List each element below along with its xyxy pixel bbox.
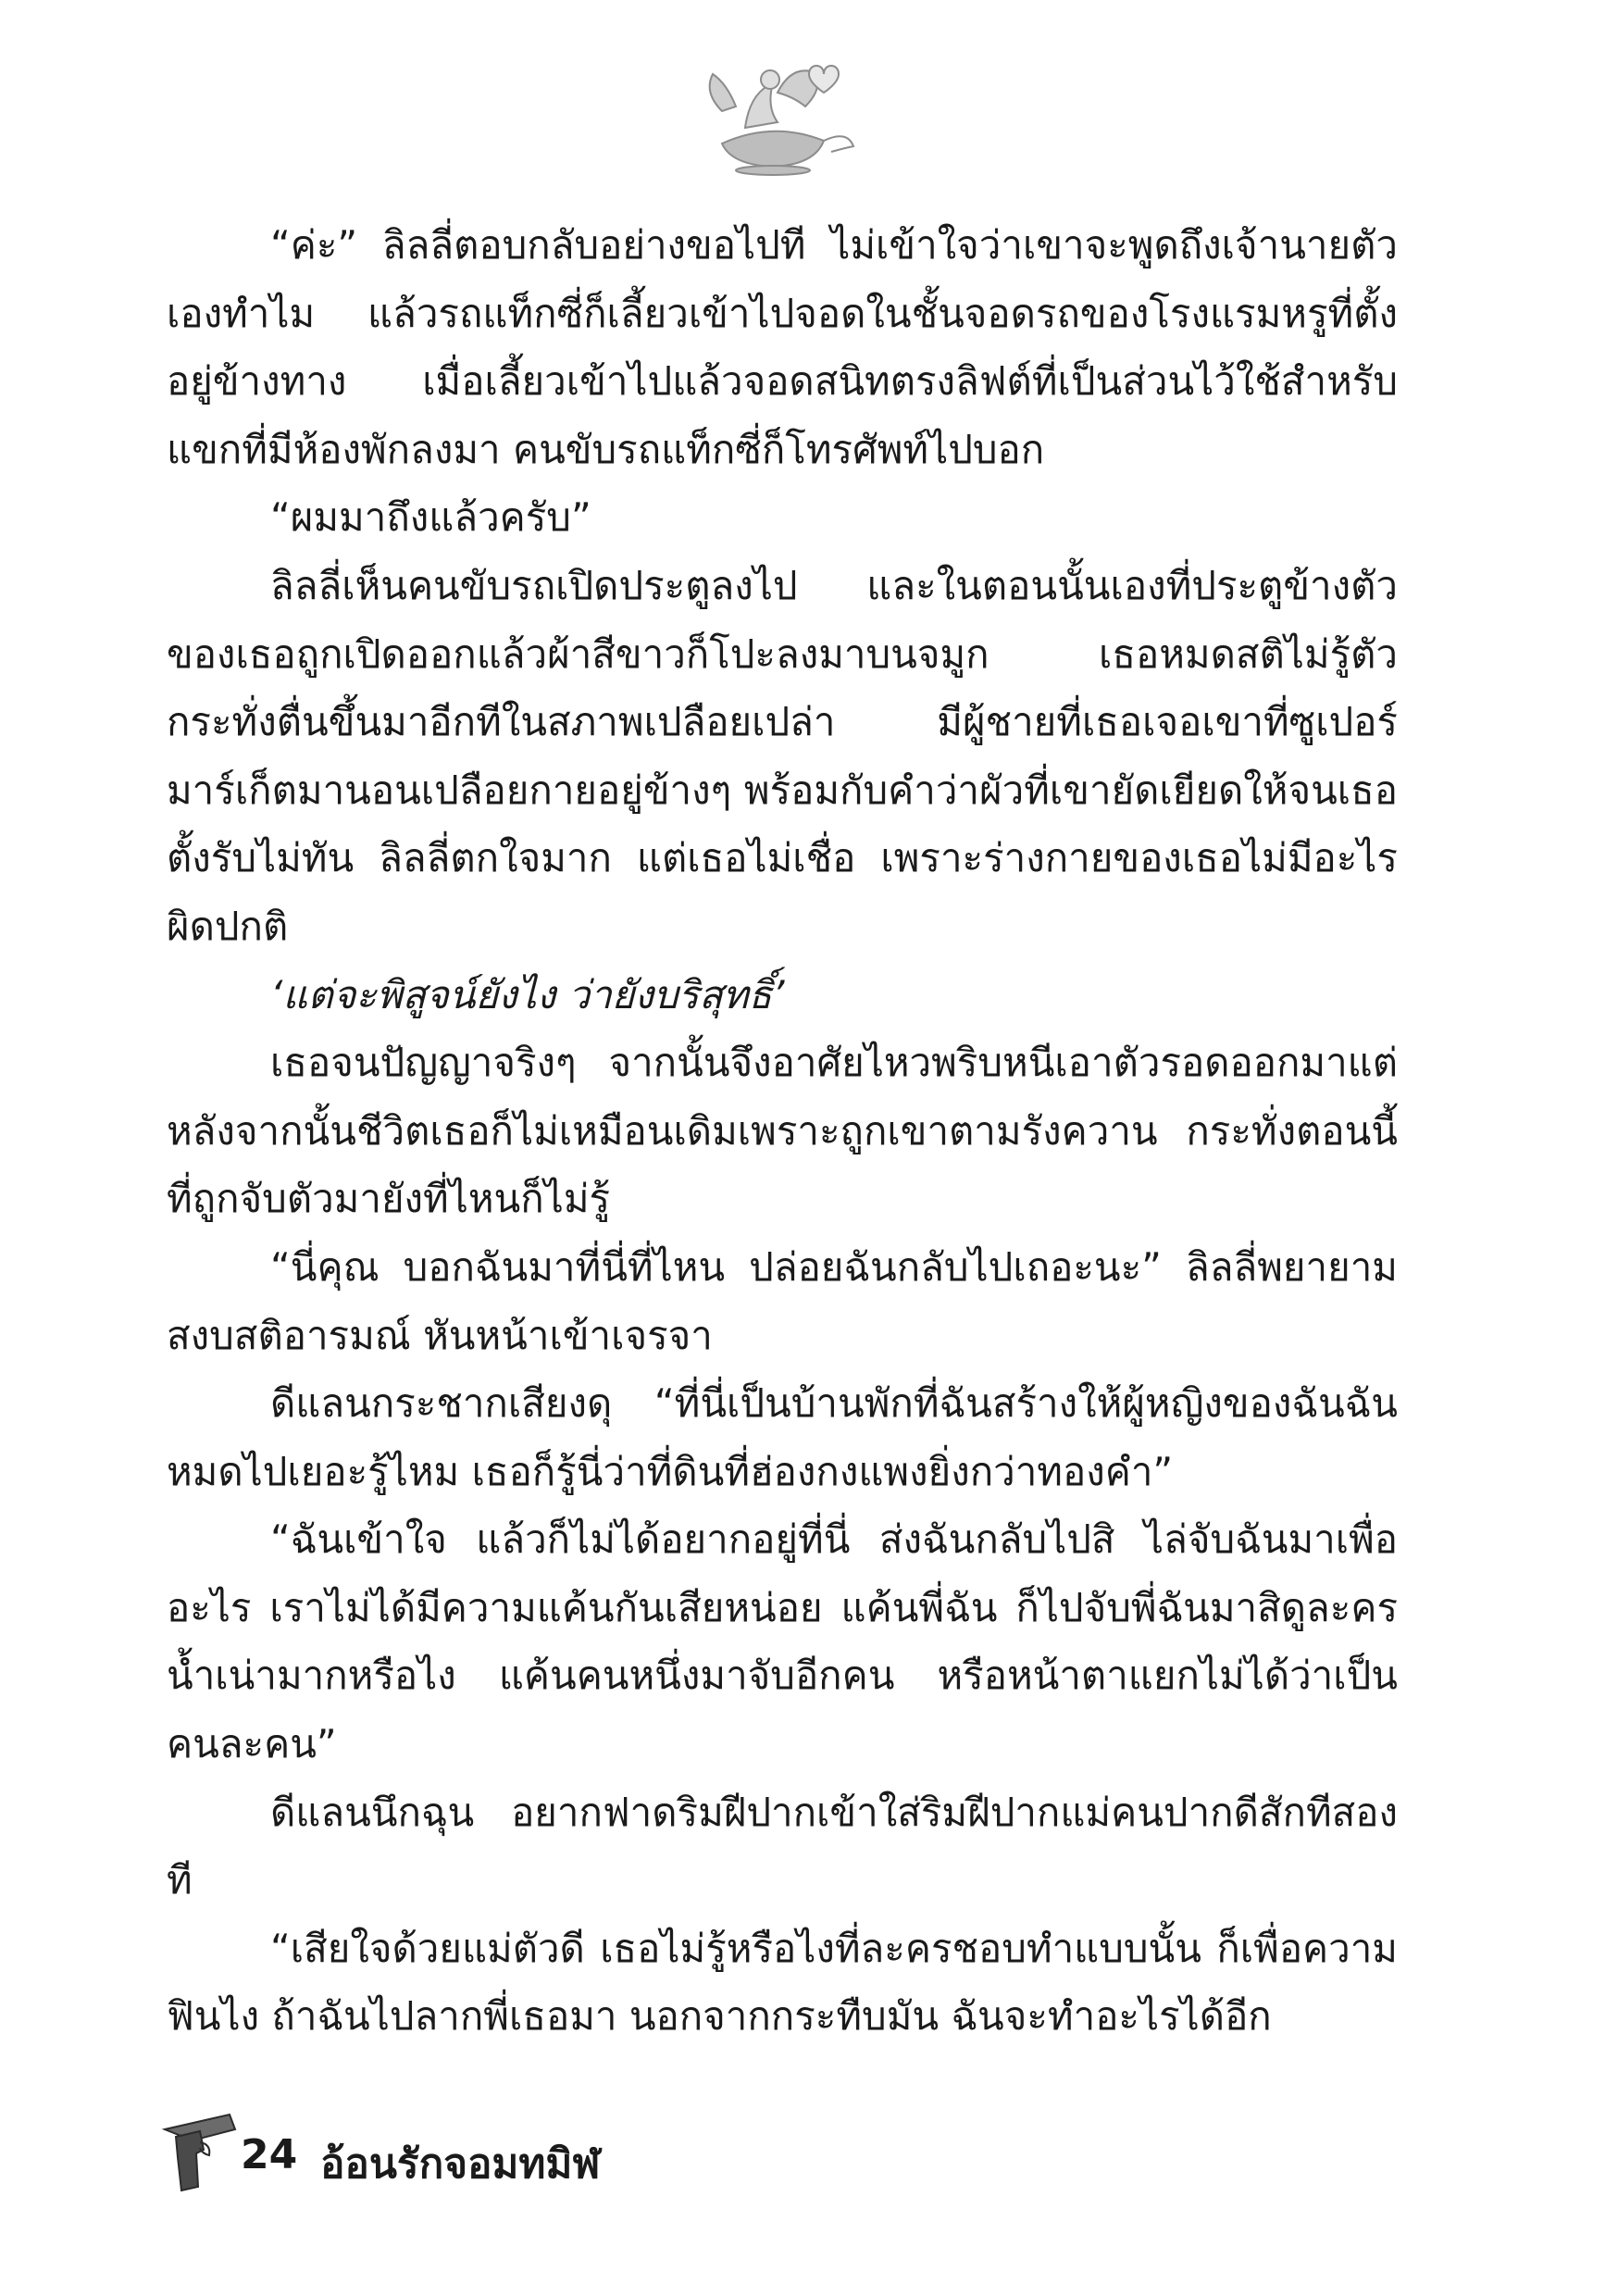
- paragraph: ลิลลี่เห็นคนขับรถเปิดประตูลงไป และในตอนนั้นเองที่ประตูข้างตัวของเธอถูกเปิดออกแล้วผ้าสีขาวก็โปะลงมาบนจมูก เธอหมดสติไม่รู้ตัวกระทั่งตื่นขึ้นมาอีกทีในสภาพเปลือยเปล่า มีผู้ชายที่เธอเจอเขาที่ซูเปอร์มาร์เก็ตมานอนเปลือยกายอยู่ข้างๆ พร้อมกับคำว่าผัวที่เขายัดเยียดให้จนเธอตั้งรับไม่ทัน ลิลลี่ตกใจมาก แต่เธอไม่เชื่อ เพราะร่างกายของเธอไม่มีอะไรผิดปกติ: [167, 562, 1398, 949]
- paragraph: “ผมมาถึงแล้วครับ”: [270, 494, 591, 541]
- body-text: [167, 211, 1398, 2051]
- paragraph: เธอจนปัญญาจริงๆ จากนั้นจึงอาศัยไหวพริบหนีเอาตัวรอดออกมาแต่หลังจากนั้นชีวิตเธอก็ไม่เหมือนเดิมเพราะถูกเขาตามรังควาน กระทั่งตอนนี้ที่ถูกจับตัวมายังที่ไหนก็ไม่รู้: [167, 1040, 1398, 1222]
- page-footer: [156, 2102, 896, 2194]
- paragraph: “เสียใจด้วยแม่ตัวดี เธอไม่รู้หรือไงที่ละครชอบทำแบบนั้น ก็เพื่อความฟินไง ถ้าฉันไปลากพี่เธอมา นอกจากกระทืบมัน ฉันจะทำอะไรได้อีก: [167, 1925, 1398, 2040]
- cupid-teapot-ornament-icon: [685, 56, 861, 176]
- paragraph: ดีแลนกระชากเสียงดุ “ที่นี่เป็นบ้านพักที่ฉันสร้างให้ผู้หญิงของฉันฉันหมดไปเยอะรู้ไหม เธอก็รู้นี่ว่าที่ดินที่ฮ่องกงแพงยิ่งกว่าทองคำ”: [167, 1380, 1398, 1494]
- page-number: 24: [241, 2131, 298, 2178]
- pistol-icon: [156, 2102, 243, 2194]
- book-title: อ้อนรักจอมทมิฬ: [320, 2140, 601, 2188]
- paragraph: “ฉันเข้าใจ แล้วก็ไม่ได้อยากอยู่ที่นี่ ส่งฉันกลับไปสิ ไล่จับฉันมาเพื่ออะไร เราไม่ได้มีความแค้นกันเสียหน่อย แค้นพี่ฉัน ก็ไปจับพี่ฉันมาสิดูละครน้ำเน่ามากหรือไง แค้นคนหนึ่งมาจับอีกคน หรือหน้าตาแยกไม่ได้ว่าเป็นคนละคน”: [167, 1516, 1398, 1767]
- paragraph: “นี่คุณ บอกฉันมาที่นี่ที่ไหน ปล่อยฉันกลับไปเถอะนะ” ลิลลี่พยายามสงบสติอารมณ์ หันหน้าเข้าเจรจา: [167, 1243, 1398, 1358]
- paragraph: “ค่ะ” ลิลลี่ตอบกลับอย่างขอไปที ไม่เข้าใจว่าเขาจะพูดถึงเจ้านายตัวเองทำไม แล้วรถแท็กซี่ก็เลี้ยวเข้าไปจอดในชั้นจอดรถของโรงแรมหรูที่ตั้งอยู่ข้างทาง เมื่อเลี้ยวเข้าไปแล้วจอดสนิทตรงลิฟต์ที่เป็นส่วนไว้ใช้สำหรับแขกที่มีห้องพักลงมา คนขับรถแท็กซี่ก็โทรศัพท์ไปบอก: [167, 222, 1398, 472]
- paragraph: ดีแลนนึกฉุน อยากฟาดริมฝีปากเข้าใส่ริมฝีปากแม่คนปากดีสักทีสองที: [167, 1789, 1398, 1903]
- paragraph-italic: ‘แต่จะพิสูจน์ยังไง ว่ายังบริสุทธิ์’: [270, 971, 785, 1017]
